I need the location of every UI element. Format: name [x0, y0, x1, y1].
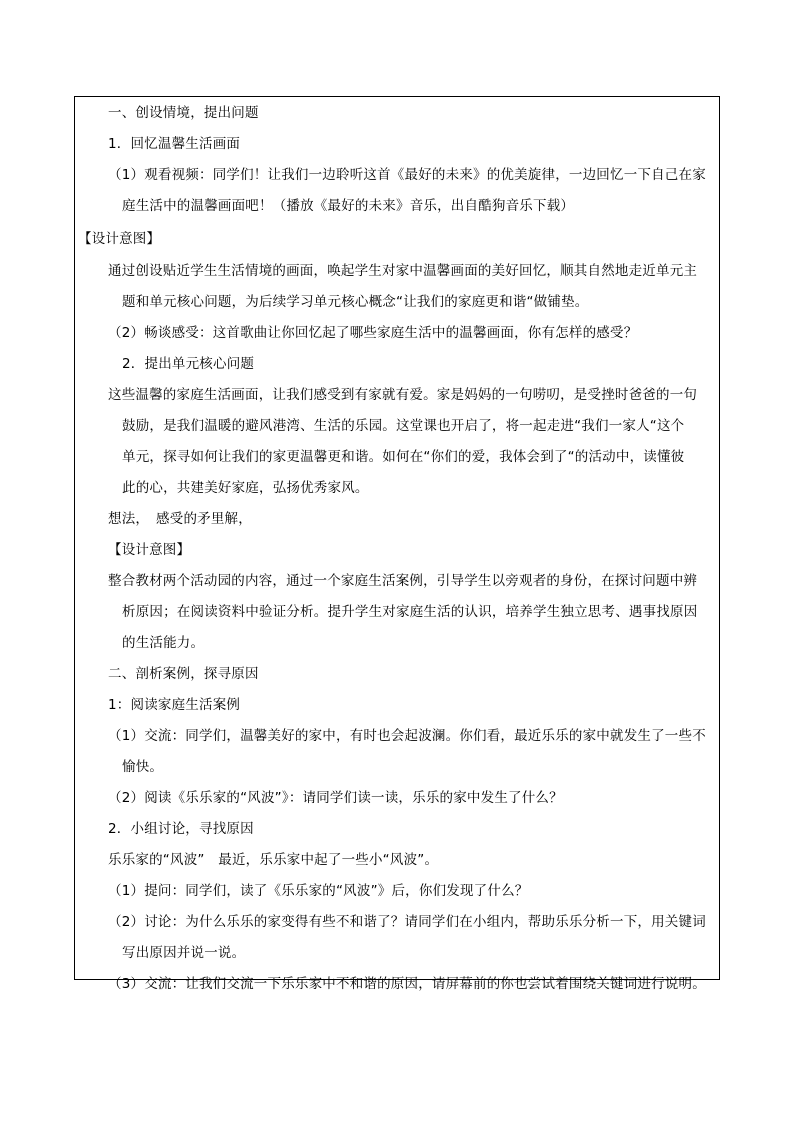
subheading-2-2: 2．小组讨论，寻找原因 [108, 821, 254, 837]
paragraph-line: 此的心，共建美好家庭，弘扬优秀家风。 [122, 480, 369, 496]
paragraph-line: 析原因；在阅读资料中验证分析。提升学生对家庭生活的认识，培养学生独立思考、遇事找原因 [122, 604, 698, 620]
subheading-1-1: 1．回忆温馨生活画面 [108, 136, 241, 152]
paragraph-line: （3）交流：让我们交流一下乐乐家中不和谐的原因，请屏幕前的你也尝试着围绕关键词进行说明。 [108, 976, 706, 992]
content-frame [74, 96, 720, 980]
paragraph-line: 的生活能力。 [122, 635, 205, 651]
paragraph-line: 单元，探寻如何让我们的家更温馨更和谐。如何在“你们的爱，我体会到了“的活动中，读懂彼 [122, 449, 685, 465]
paragraph-line: （2）讨论：为什么乐乐的家变得有些不和谐了？请同学们在小组内，帮助乐乐分析一下，用关键词 [108, 914, 706, 930]
paragraph-line: （2）阅读《乐乐家的“风波”》：请同学们读一读，乐乐的家中发生了什么？ [108, 790, 563, 806]
paragraph-line: 整合教材两个活动园的内容，通过一个家庭生活案例，引导学生以旁观者的身份，在探讨问题中辨 [108, 573, 698, 589]
paragraph-line: 愉快。 [122, 759, 164, 775]
design-intent-label: 【设计意图】 [108, 542, 191, 558]
paragraph-line: （2）畅谈感受：这首歌曲让你回忆起了哪些家庭生活中的温馨画面，你有怎样的感受？ [108, 325, 638, 341]
design-intent-label: 【设计意图】 [78, 231, 161, 247]
paragraph-line: 题和单元核心问题，为后续学习单元核心概念“让我们的家庭更和谐“做铺垫。 [122, 294, 589, 310]
section-heading-1: 一、创设情境，提出问题 [108, 105, 259, 121]
paragraph-line: 乐乐家的“风波” 最近，乐乐家中起了一些小“风波”。 [108, 852, 439, 868]
paragraph-line: 这些温馨的家庭生活画面，让我们感受到有家就有爱。家是妈妈的一句唠叨，是受挫时爸爸的一句 [108, 387, 698, 403]
subheading-1-2: 2．提出单元核心问题 [122, 356, 255, 372]
paragraph-line: 鼓励，是我们温暖的避风港湾、生活的乐园。这堂课也开启了，将一起走进“我们一家人“这个 [122, 418, 685, 434]
paragraph-line: （1）观看视频：同学们！让我们一边聆听这首《最好的未来》的优美旋律，一边回忆一下自己在家 [108, 167, 706, 183]
subheading-2-1: 1：阅读家庭生活案例 [108, 697, 241, 713]
paragraph-line: 通过创设贴近学生生活情境的画面，唤起学生对家中温馨画面的美好回忆，顺其自然地走近单元主 [108, 263, 698, 279]
section-heading-2: 二、剖析案例，探寻原因 [108, 666, 259, 682]
paragraph-line: 写出原因并说一说。 [122, 945, 246, 961]
paragraph-line: （1）提问：同学们，读了《乐乐家的“风波”》后，你们发现了什么？ [108, 883, 529, 899]
paragraph-line: 想法， 感受的矛里解， [108, 511, 252, 527]
paragraph-line: 庭生活中的温馨画面吧！（播放《最好的未来》音乐，出自酷狗音乐下载） [122, 198, 575, 214]
paragraph-line: （1）交流：同学们，温馨美好的家中，有时也会起波澜。你们看，最近乐乐的家中就发生了一些不 [108, 728, 706, 744]
